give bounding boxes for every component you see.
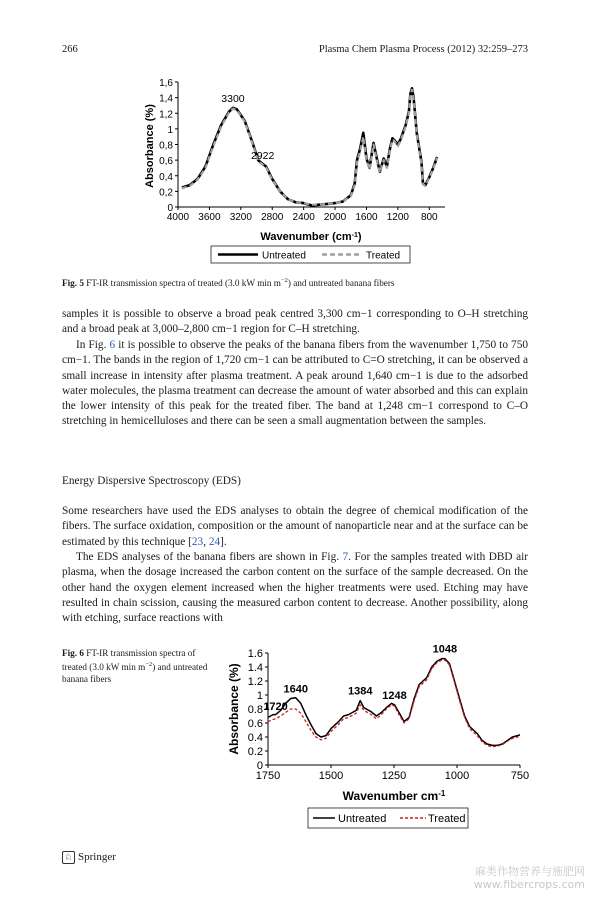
fig6-y-tick-label: 0.8 (247, 704, 263, 716)
fig6-link[interactable]: 6 (109, 339, 116, 351)
fig6-legend-treated: Treated (428, 813, 466, 825)
fig5-series-untreated (182, 88, 437, 205)
page-number: 266 (62, 44, 78, 55)
fig6-x-label-main: Wavenumber cm (342, 789, 439, 803)
fig5-caption-label: Fig. 5 (62, 278, 84, 289)
fig5-legend-treated: Treated (366, 250, 401, 262)
figure-6-chart (0, 640, 591, 840)
fig5-y-tick-label: 0 (167, 203, 173, 214)
fig6-y-tick-label: 1.4 (247, 662, 263, 674)
fig6-x-tick-label: 1750 (255, 770, 281, 782)
ref-23-link[interactable]: 23 (191, 535, 204, 548)
fig6-peak-label: 1048 (432, 643, 458, 656)
fig6-y-label: Absorbance (%) (227, 663, 241, 755)
figure-5-caption (62, 275, 528, 289)
fig6-peak-label: 1248 (382, 689, 407, 702)
fig5-x-label (260, 231, 362, 243)
fig6-legend-untreated: Untreated (338, 813, 387, 825)
p2-text-a: In Fig. (76, 339, 110, 351)
fig5-x-tick-label: 2800 (261, 212, 284, 223)
p2-text-b: it is possible to observe the peaks of the banana fibers from the wavenumber 1,750 to 750 cm−1. The bands in the region of 1,720 cm−1 can be attributed to C=O stretching, it can be observed a small increase in intensity after plasma treatment. A peak around 1,640 cm−1 is due to the adsorbed water molecules, the plasma treatment can decrease the amount of water absorbed and this can explain the lower intensity of this peak for the treated fiber. The band at 1,248 cm−1 correspond to C–O stretching in hemicelluloses and there can be seen a small augmentation between the samples. (62, 339, 528, 428)
publisher-name: Springer (78, 851, 116, 863)
p3-end: ]. (220, 535, 227, 548)
fig6-x-label-sup: -1 (438, 788, 446, 798)
fig6-y-tick-label: 1.6 (247, 648, 263, 660)
fig5-x-tick-label: 3200 (229, 212, 252, 223)
fig6-y-tick-label: 1 (256, 690, 263, 702)
fig5-y-tick-label: 1,6 (159, 78, 173, 89)
fig6-x-tick-label: 1250 (381, 770, 407, 782)
fig5-series-treated (182, 90, 437, 205)
watermark-cn: 麻类作物营养与施肥网 (475, 865, 585, 878)
fig5-y-tick-label: 0,2 (159, 187, 173, 199)
fig6-peak-label: 1720 (263, 701, 288, 713)
fig6-x-tick-label: 750 (510, 770, 530, 782)
fig5-x-tick-label: 2000 (323, 212, 347, 223)
fig6-y-tick-label: 0.2 (247, 746, 263, 758)
fig6-peak-label: 1384 (347, 685, 373, 698)
fig5-y-tick-label: 0,4 (159, 171, 173, 183)
fig6-caption-text: FT-IR transmission spectra of treated (3.0 kW min m (62, 648, 196, 673)
section-heading-eds: Energy Dispersive Spectroscopy (EDS) (62, 475, 241, 487)
fig6-caption-tail: ) and untreated banana fibers (62, 662, 208, 684)
p4-text-b: . For the samples treated with DBD air plasma, when the dosage increased the carbon content on the surface of the sample decreased. On the other hand the oxygen element increased when the higher treatments were used. Etching may have resulted in chain scission, causing the measured carbon content to decrease. Another possibility, along with etching, surface reactions with (62, 551, 528, 625)
fig6-y-tick-label: 0.4 (247, 732, 263, 744)
paragraph-1: samples it is possible to observe a broad peak centred 3,300 cm−1 corresponding to O–H stretching and a broad peak at 3,000–2,800 cm−1 region for C–H stretching. (62, 308, 528, 336)
fig5-x-tick-label: 2400 (292, 212, 315, 223)
watermark-url: www.fibercrops.com (473, 878, 585, 891)
paragraph-2 (62, 338, 528, 430)
fig5-peak-label: 2922 (250, 149, 275, 162)
fig5-x-tick-label: 3600 (198, 212, 221, 223)
fig6-caption-label: Fig. 6 (62, 648, 84, 658)
fig6-x-label (343, 789, 446, 804)
p4-text-a: The EDS analyses of the banana fibers are shown in Fig. (76, 551, 343, 563)
figure-5-chart (0, 70, 591, 340)
fig5-caption-tail: ) and untreated banana fibers (287, 278, 395, 289)
p3-text-a: Some researchers have used the EDS analyses to obtain the degree of chemical modification of the fibers. The surface oxidation, composition or the amount of nanoparticle near and at the surface can be estimated by this technique [ (62, 505, 528, 548)
fig5-y-tick-label: 1,2 (159, 109, 173, 121)
watermark (474, 865, 585, 891)
fig6-series-untreated (268, 659, 520, 746)
fig5-legend-untreated: Untreated (262, 250, 306, 262)
fig5-y-tick-label: 0,6 (159, 156, 173, 168)
fig5-x-label-sup: -1 (351, 231, 358, 239)
fig5-x-label-main: Wavenumber (cm (260, 231, 352, 243)
fig5-x-tick-label: 4000 (166, 212, 190, 223)
fig6-y-tick-label: 1.2 (247, 676, 263, 688)
journal-citation: Plasma Chem Plasma Process (2012) 32:259–273 (318, 44, 528, 55)
fig6-y-tick-label: 0.6 (247, 718, 263, 730)
springer-logo-icon: ♘ (62, 851, 75, 864)
fig5-x-tick-label: 1200 (386, 212, 410, 223)
fig6-peak-label: 1640 (283, 683, 308, 696)
fig5-y-label: Absorbance (%) (144, 104, 156, 188)
fig5-caption-sup: −2 (280, 277, 288, 284)
fig5-y-tick-label: 1 (167, 124, 173, 136)
running-header (62, 44, 528, 58)
paragraph-3 (62, 504, 528, 550)
fig5-caption-text: FT-IR transmission spectra of treated (3.0 kW min m (86, 278, 281, 289)
fig5-peak-label: 3300 (221, 92, 245, 105)
p3-sep: , (203, 535, 209, 548)
fig6-x-tick-label: 1000 (444, 770, 470, 782)
fig7-link[interactable]: 7 (342, 551, 349, 563)
fig5-y-tick-label: 0,8 (159, 140, 173, 152)
fig6-y-tick-label: 0 (256, 760, 263, 772)
fig5-y-tick-label: 1,4 (159, 93, 173, 105)
fig6-caption-sup: −2 (145, 661, 153, 669)
fig6-x-tick-label: 1500 (318, 770, 344, 782)
fig6-series-treated (268, 660, 520, 747)
fig5-x-tick-label: 800 (420, 212, 438, 223)
ref-24-link[interactable]: 24 (208, 535, 221, 548)
fig5-x-tick-label: 1600 (355, 212, 378, 223)
publisher-footer (62, 851, 116, 864)
paragraph-4 (62, 550, 528, 626)
fig5-x-label-tail: ) (357, 231, 362, 243)
